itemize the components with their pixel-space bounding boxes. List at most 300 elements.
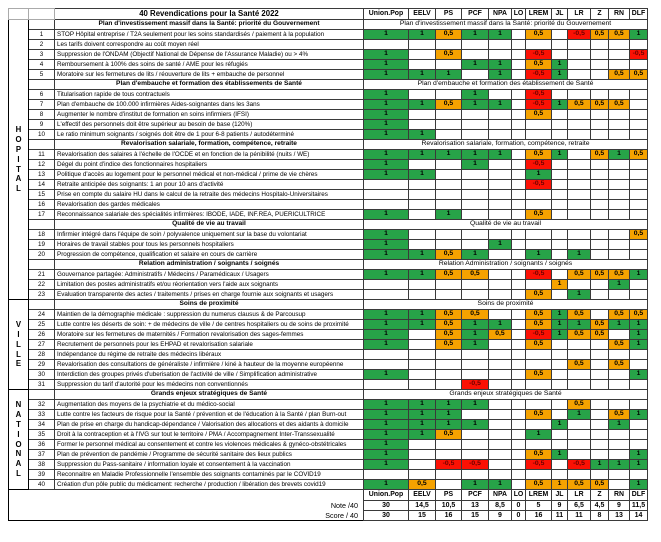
revendication-label: Former le personnel médical au consentement et contre les violences médicales & gynéco-obstétricales (55, 440, 364, 450)
score-cell-lo (512, 30, 526, 40)
score-cell-dlf (630, 350, 648, 360)
score-cell-lo (512, 270, 526, 280)
score-cell-pcf: 0,5 (462, 310, 489, 320)
party-header: EELV (409, 490, 436, 501)
table-row (9, 70, 648, 80)
row-number: 4 (29, 60, 55, 70)
score-cell-z (591, 470, 609, 480)
score-cell-eelv: 1 (409, 420, 436, 430)
score-cell-z (591, 110, 609, 120)
score-cell-rn (609, 60, 630, 70)
score-cell-jl (552, 160, 568, 170)
score-cell: 16 (436, 511, 462, 521)
score-cell-rn (609, 170, 630, 180)
row-number: 12 (29, 160, 55, 170)
revendication-label: Remboursement à 100% des soins de santé / AME pour les réfugiés (55, 60, 364, 70)
score-cell-ps (436, 470, 462, 480)
score-cell-z (591, 250, 609, 260)
revendication-label: Augmentation des moyens de la psychiatrie et du médico-social (55, 400, 364, 410)
score-cell-dlf (630, 190, 648, 200)
score-cell-lo (512, 310, 526, 320)
score-cell-lo (512, 410, 526, 420)
score-cell-npa (489, 450, 512, 460)
score-cell-z: 1 (591, 460, 609, 470)
score-cell-eelv (409, 340, 436, 350)
score-cell-z (591, 170, 609, 180)
score-cell-lrem: 0,5 (526, 320, 552, 330)
score-cell-pcf (462, 120, 489, 130)
score-cell-rn (609, 450, 630, 460)
score-cell-lo (512, 380, 526, 390)
score-cell-npa (489, 170, 512, 180)
score-cell-jl: 1 (552, 310, 568, 320)
score-cell-jl (552, 290, 568, 300)
score-cell-lr: 1 (568, 290, 591, 300)
score-cell-lrem: 0,5 (526, 310, 552, 320)
score-cell-lo (512, 200, 526, 210)
section-title-right: Plan d'investissement massif dans la Santé: priorité du Gouvernement (364, 20, 648, 30)
score-cell-ps: 0,5 (436, 250, 462, 260)
revendications-table (8, 8, 648, 521)
revendication-label: Lutte contre les facteurs de risque pour la Santé / prévention et de l'éducation à la Santé / plan Burn-out (55, 410, 364, 420)
table-row (9, 280, 648, 290)
section-number-cell (29, 300, 55, 310)
score-cell-eelv (409, 330, 436, 340)
score-cell-z: 0,5 (591, 30, 609, 40)
score-cell-lo (512, 60, 526, 70)
score-cell-pcf (462, 280, 489, 290)
section-title-right: Plan d'embauche et formation des établissement de Santé (364, 80, 648, 90)
score-cell-unionpop: 1 (364, 60, 409, 70)
note-cell: 4,5 (591, 501, 609, 511)
row-number: 7 (29, 100, 55, 110)
table-row (9, 340, 648, 350)
row-number: 25 (29, 320, 55, 330)
score-cell-z (591, 440, 609, 450)
score-cell-lo (512, 40, 526, 50)
score-cell-ps: 1 (436, 400, 462, 410)
score-cell-ps: 0,5 (436, 310, 462, 320)
note-cell: 8,5 (489, 501, 512, 511)
score-cell-npa (489, 180, 512, 190)
score-cell-lrem: -0,5 (526, 330, 552, 340)
score-cell-dlf (630, 120, 648, 130)
table-row (9, 270, 648, 280)
score-cell-lrem (526, 470, 552, 480)
revendication-label: Titularisation rapide de tous contractuels (55, 90, 364, 100)
score-cell-unionpop: 1 (364, 430, 409, 440)
score-cell-z (591, 430, 609, 440)
score-cell-jl (552, 360, 568, 370)
score-cell-jl: 1 (552, 450, 568, 460)
party-header: PCF (462, 9, 489, 20)
score-cell-lrem (526, 400, 552, 410)
revendication-label: Droit à la contraception et à l'IVG sur tout le territoire / PMA / Accompagnement Inter-Transsexualité (55, 430, 364, 440)
score-cell-z: 0,5 (591, 100, 609, 110)
score-cell-eelv: 1 (409, 100, 436, 110)
score-cell-rn (609, 160, 630, 170)
score-cell-pcf (462, 410, 489, 420)
score-cell-rn: 0,5 (609, 340, 630, 350)
score-cell-lr: 1 (568, 250, 591, 260)
score-cell-rn: 0,5 (609, 270, 630, 280)
table-row (9, 470, 648, 480)
score-cell-npa (489, 270, 512, 280)
score-cell-unionpop: 1 (364, 90, 409, 100)
score-cell-rn (609, 120, 630, 130)
score-cell-dlf: 1 (630, 460, 648, 470)
score-cell: 15 (409, 511, 436, 521)
score-cell-dlf (630, 60, 648, 70)
score-cell-unionpop: 1 (364, 440, 409, 450)
score-cell-npa (489, 230, 512, 240)
score-cell: 0 (512, 511, 526, 521)
revendication-label: Revalorisation des consultations de généraliste / infirmière / kiné à hauteur de la moyenne européenne (55, 360, 364, 370)
score-cell: 30 (364, 511, 409, 521)
block-label-ville: V I L L E (9, 300, 29, 390)
score-cell-lrem (526, 40, 552, 50)
score-cell-npa: 1 (489, 60, 512, 70)
score-cell-jl: 1 (552, 150, 568, 160)
score-cell-unionpop (364, 360, 409, 370)
score-cell-lr (568, 160, 591, 170)
table-row (9, 200, 648, 210)
score-cell-eelv (409, 200, 436, 210)
score-cell-z (591, 310, 609, 320)
score-cell-z (591, 450, 609, 460)
score-cell-rn (609, 200, 630, 210)
score-cell-ps: 0,5 (436, 50, 462, 60)
score-cell-jl (552, 90, 568, 100)
score-cell-lo (512, 280, 526, 290)
score-cell-npa (489, 310, 512, 320)
score-cell-npa (489, 190, 512, 200)
row-number: 24 (29, 310, 55, 320)
score-cell-z: 0,5 (591, 480, 609, 490)
score-cell-lr (568, 280, 591, 290)
score-cell-eelv: 1 (409, 70, 436, 80)
table-row (9, 100, 648, 110)
score-cell-eelv (409, 450, 436, 460)
score-cell-unionpop: 1 (364, 420, 409, 430)
score-cell-z: 0,5 (591, 270, 609, 280)
table-row (9, 370, 648, 380)
party-header: PS (436, 490, 462, 501)
note-label: Note /40 (330, 500, 358, 510)
score-cell-jl (552, 240, 568, 250)
score-cell-lr (568, 230, 591, 240)
section-title-right: Revalorisation salariale, formation, compétence, retraite (364, 140, 648, 150)
note-cell: 9 (609, 501, 630, 511)
section-title-left: Plan d'investissement massif dans la Santé: priorité du Gouvernement (55, 20, 364, 30)
score-cell-lo (512, 160, 526, 170)
score-cell-z (591, 420, 609, 430)
score-cell-lrem: -0,5 (526, 70, 552, 80)
table-row (9, 460, 648, 470)
table-row (9, 190, 648, 200)
row-number: 5 (29, 70, 55, 80)
score-cell-dlf: 1 (630, 450, 648, 460)
section-row (9, 140, 648, 150)
score-cell-z (591, 200, 609, 210)
score-cell-jl (552, 440, 568, 450)
score-cell-npa (489, 200, 512, 210)
score-cell-dlf (630, 440, 648, 450)
corner-cell (29, 9, 55, 20)
score-cell-z (591, 290, 609, 300)
score-cell-dlf: 0,5 (630, 150, 648, 160)
row-number: 39 (29, 470, 55, 480)
score-cell-pcf (462, 130, 489, 140)
score-cell-lr: 0,5 (568, 360, 591, 370)
revendication-label: Politique d'accès au logement pour le personnel médical et non-médical / prime de vie chères (55, 170, 364, 180)
score-cell-rn (609, 240, 630, 250)
score-cell-pcf: -0,5 (462, 460, 489, 470)
score-cell-z: 0,5 (591, 330, 609, 340)
score-cell-npa (489, 370, 512, 380)
score-cell-lr (568, 380, 591, 390)
score-cell-lrem: 0,5 (526, 340, 552, 350)
score-cell-ps: 0,5 (436, 320, 462, 330)
score-cell-unionpop (364, 290, 409, 300)
note-row (9, 501, 648, 511)
row-number: 16 (29, 200, 55, 210)
score-cell-lo (512, 470, 526, 480)
score-cell-unionpop: 1 (364, 460, 409, 470)
section-title-left: Relation administration / soignants / soignés (55, 260, 364, 270)
score-cell-lo (512, 90, 526, 100)
score-cell: 11 (552, 511, 568, 521)
score-cell-ps (436, 370, 462, 380)
score-cell-unionpop (364, 380, 409, 390)
score-cell-unionpop: 1 (364, 110, 409, 120)
score-cell-z (591, 230, 609, 240)
score-cell-lo (512, 370, 526, 380)
score-cell-npa: 1 (489, 70, 512, 80)
score-cell-ps (436, 290, 462, 300)
score-cell-unionpop: 1 (364, 30, 409, 40)
score-cell-lr: 0,5 (568, 270, 591, 280)
score-cell-lrem (526, 380, 552, 390)
score-cell-lrem (526, 230, 552, 240)
score-cell-z (591, 50, 609, 60)
table-row (9, 60, 648, 70)
score-cell-dlf: 1 (630, 270, 648, 280)
score-cell-ps (436, 170, 462, 180)
score-cell-lrem (526, 130, 552, 140)
row-number: 22 (29, 280, 55, 290)
score-cell-jl (552, 340, 568, 350)
score-cell-jl (552, 350, 568, 360)
score-cell-eelv (409, 380, 436, 390)
score-cell-jl: 1 (552, 70, 568, 80)
score-cell-eelv (409, 360, 436, 370)
score-cell-npa (489, 40, 512, 50)
score-cell-lo (512, 170, 526, 180)
score-cell-dlf: 1 (630, 330, 648, 340)
score-cell-unionpop: 1 (364, 70, 409, 80)
score-cell-npa (489, 250, 512, 260)
table-row (9, 310, 648, 320)
score-cell-dlf: 0,5 (630, 310, 648, 320)
score-cell-lo (512, 50, 526, 60)
score-cell-ps (436, 110, 462, 120)
score-cell-rn: 1 (609, 320, 630, 330)
revendication-label: Reconnaitre en Maladie Professionnelle l'ensemble des soignants contaminés par le COVID19 (55, 470, 364, 480)
table-row (9, 180, 648, 190)
row-number: 30 (29, 370, 55, 380)
score-cell-lo (512, 70, 526, 80)
score-cell-jl: 1 (552, 480, 568, 490)
score-cell-dlf (630, 400, 648, 410)
score-cell-eelv: 1 (409, 130, 436, 140)
score-cell-lo (512, 420, 526, 430)
score-cell-pcf (462, 40, 489, 50)
score-cell-lo (512, 460, 526, 470)
score-cell-unionpop (364, 470, 409, 480)
revendication-label: Création d'un pôle public du médicament: recherche / production / libération des brevets covid19 (55, 480, 364, 490)
row-number: 32 (29, 400, 55, 410)
score-cell-pcf (462, 430, 489, 440)
footer-party-header-row (9, 490, 648, 501)
score-cell-z: 0,5 (591, 320, 609, 330)
row-number: 13 (29, 170, 55, 180)
score-cell-jl (552, 50, 568, 60)
score-cell-unionpop: 1 (364, 270, 409, 280)
score-cell-rn (609, 330, 630, 340)
score-cell-ps: 1 (436, 210, 462, 220)
score-cell-unionpop: 1 (364, 230, 409, 240)
score-cell-eelv (409, 240, 436, 250)
score-cell-dlf (630, 360, 648, 370)
score-cell-z (591, 380, 609, 390)
score-cell-npa (489, 410, 512, 420)
score-cell-unionpop (364, 40, 409, 50)
section-row (9, 220, 648, 230)
score-cell-lr (568, 190, 591, 200)
score-cell-jl: 1 (552, 320, 568, 330)
score-cell-rn: 0,5 (609, 310, 630, 320)
section-title-right: Soins de proximité (364, 300, 648, 310)
score-cell-lr (568, 240, 591, 250)
score-cell-dlf (630, 160, 648, 170)
score-cell-rn: 0,5 (609, 100, 630, 110)
score-cell-ps (436, 360, 462, 370)
score-cell-jl (552, 430, 568, 440)
table-row (9, 150, 648, 160)
table-header-row (9, 9, 648, 20)
score-cell-lr: -0,5 (568, 460, 591, 470)
score-cell-dlf: -0,5 (630, 50, 648, 60)
party-header: Union.Pop (364, 9, 409, 20)
party-header: PS (436, 9, 462, 20)
score-cell-pcf (462, 230, 489, 240)
score-cell-lo (512, 450, 526, 460)
score-cell-lo (512, 240, 526, 250)
party-header: DLF (630, 9, 648, 20)
score-cell-jl (552, 410, 568, 420)
score-cell-z (591, 60, 609, 70)
score-cell-unionpop: 1 (364, 450, 409, 460)
score-cell-jl (552, 190, 568, 200)
score-cell-lrem: 0,5 (526, 450, 552, 460)
table-row (9, 50, 648, 60)
score-cell-z (591, 120, 609, 130)
score-cell-npa (489, 290, 512, 300)
score-cell-lrem: 0,5 (526, 30, 552, 40)
score-cell-npa (489, 440, 512, 450)
score-cell-rn (609, 190, 630, 200)
row-number: 34 (29, 420, 55, 430)
score-cell-lo (512, 150, 526, 160)
score-cell-z (591, 350, 609, 360)
score-cell-rn (609, 40, 630, 50)
score-cell-pcf (462, 70, 489, 80)
row-number: 36 (29, 440, 55, 450)
score-cell-lrem: -0,5 (526, 180, 552, 190)
score-cell-npa (489, 380, 512, 390)
revendication-label: Lutte contre les déserts de soin: + de médecins de ville / de centres hospitaliers ou de soins de proximité (55, 320, 364, 330)
score-cell-z (591, 160, 609, 170)
table-title: 40 Revendications pour la Santé 2022 (55, 9, 364, 20)
score-cell-z: 0,5 (591, 150, 609, 160)
score-cell-lrem (526, 120, 552, 130)
note-cell: 11,5 (630, 501, 648, 511)
score-cell-z (591, 210, 609, 220)
row-number: 26 (29, 330, 55, 340)
score-cell-jl (552, 460, 568, 470)
score-cell-eelv (409, 230, 436, 240)
score-cell-rn (609, 290, 630, 300)
score-cell-lrem: 1 (526, 170, 552, 180)
score-cell-ps (436, 180, 462, 190)
score-cell-pcf (462, 110, 489, 120)
score-cell-rn (609, 440, 630, 450)
party-header: RN (609, 9, 630, 20)
revendication-label: Le ratio minimum soignants / soignés doit être de 1 pour 6-8 patients / autodéterminé (55, 130, 364, 140)
score-cell-dlf: 0,5 (630, 70, 648, 80)
score-cell-jl: 1 (552, 60, 568, 70)
revendication-label: Reconnaissance salariale des spécialités infirmières: IBODE, IADE, INF.REA, PUERICULTRICE (55, 210, 364, 220)
score-cell-dlf (630, 210, 648, 220)
score-cell-lo (512, 180, 526, 190)
score-cell-unionpop: 1 (364, 330, 409, 340)
score-cell-rn: 0,5 (609, 360, 630, 370)
row-number: 21 (29, 270, 55, 280)
revendication-label: Plan de prise en charge du handicap-dépendance / Valorisation des allocations et des aidants à domicile (55, 420, 364, 430)
score-cell-z (591, 400, 609, 410)
score-cell-ps (436, 200, 462, 210)
revendication-label: Maintien de la démographie médicale : suppression du numerus clausus & de Parcousup (55, 310, 364, 320)
score-cell-ps (436, 190, 462, 200)
score-cell-pcf (462, 200, 489, 210)
score-cell-ps (436, 480, 462, 490)
score-cell-z (591, 40, 609, 50)
score-cell-rn: 1 (609, 420, 630, 430)
score-cell-pcf: 1 (462, 250, 489, 260)
block-label-national: N A T I O N A L (9, 390, 29, 490)
score-cell-eelv: 1 (409, 270, 436, 280)
score-cell-npa (489, 340, 512, 350)
score-cell-ps (436, 90, 462, 100)
score-cell-unionpop: 1 (364, 400, 409, 410)
score-cell-rn: 0,5 (609, 70, 630, 80)
score-cell-eelv (409, 90, 436, 100)
score-cell-jl (552, 40, 568, 50)
score-cell-lo (512, 230, 526, 240)
score-cell-dlf (630, 470, 648, 480)
score-cell-dlf (630, 240, 648, 250)
